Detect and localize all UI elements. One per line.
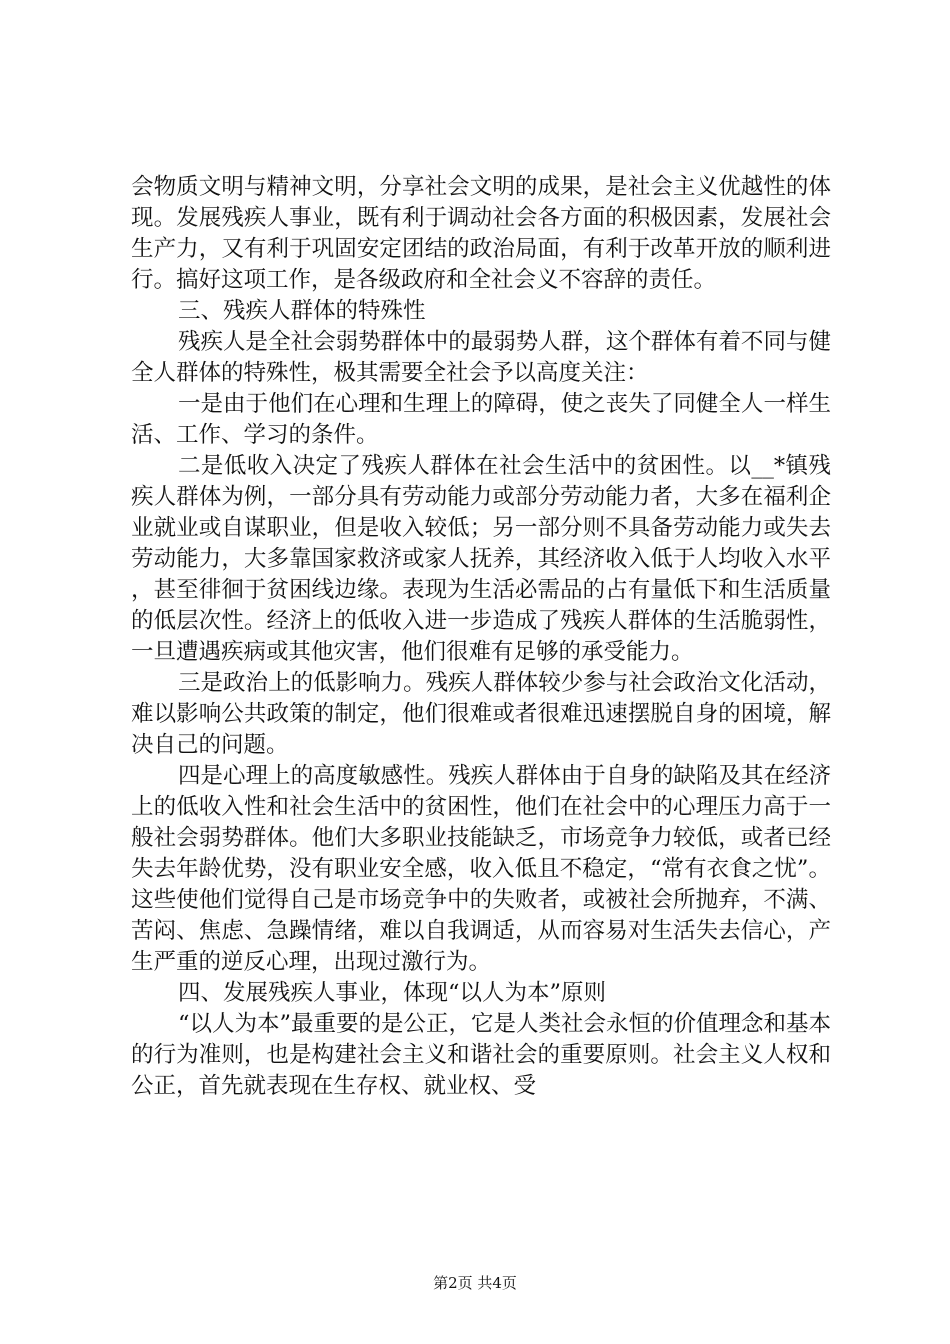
section-heading: 四、发展残疾人事业，体现“以人为本”原则 — [178, 980, 607, 1006]
page-number: 第2页 共4页 — [433, 1274, 517, 1292]
paragraph: 二是低收入决定了残疾人群体在社会生活中的贫困性。以__*镇残疾人群体为例，一部分具有劳动能力或部分劳动能力者，大多在福利企业就业或自谋职业，但是收入较低；另一部分则不具备劳动能力或失去劳动能力，大多靠国家救济或家人抚养，其经济收入低于人均收入水平，甚至徘徊于贫困线边缘。表现为生活必需品的占有量低下和生活质量的低层次性。经济上的低收入进一步造成了残疾人群体的生活脆弱性，一旦遭遇疾病或其他灾害，他们很难有足够的承受能力。 — [131, 453, 831, 665]
paragraph: 四是心理上的高度敏感性。残疾人群体由于自身的缺陷及其在经济上的低收入性和社会生活中的贫困性，他们在社会中的心理压力高于一般社会弱势群体。他们大多职业技能缺乏，市场竞争力较低，或者已经失去年龄优势，没有职业安全感，收入低且不稳定，“常有衣食之忧”。这些使他们觉得自己是市场竞争中的失败者，或被社会所抛弃，不满、苦闷、焦虑、急躁情绪，难以自我调适，从而容易对生活失去信心，产生严重的逆反心理，出现过激行为。 — [131, 763, 831, 975]
paragraph: 一是由于他们在心理和生理上的障碍，使之丧失了同健全人一样生活、工作、学习的条件。 — [131, 391, 831, 448]
paragraph: “以人为本”最重要的是公正，它是人类社会永恒的价值理念和基本的行为准则，也是构建社会主义和谐社会的重要原则。社会主义人权和公正，首先就表现在生存权、就业权、受 — [131, 1011, 832, 1099]
paragraph: 三是政治上的低影响力。残疾人群体较少参与社会政治文化活动，难以影响公共政策的制定，他们很难或者很难迅速摆脱自身的困境，解决自己的问题。 — [131, 670, 831, 758]
section-heading: 三、残疾人群体的特殊性 — [178, 298, 426, 324]
paragraph: 会物质文明与精神文明，分享社会文明的成果，是社会主义优越性的体现。发展残疾人事业，既有利于调动社会各方面的积极因素，发展社会生产力，又有利于巩固安定团结的政治局面，有利于改革开放的顺利进行。搞好这项工作，是各级政府和全社会义不容辞的责任。 — [131, 174, 831, 293]
page-footer — [0, 1272, 950, 1293]
paragraph: 残疾人是全社会弱势群体中的最弱势人群，这个群体有着不同与健全人群体的特殊性，极其需要全社会予以高度关注： — [131, 329, 831, 386]
document-body — [131, 172, 831, 1102]
